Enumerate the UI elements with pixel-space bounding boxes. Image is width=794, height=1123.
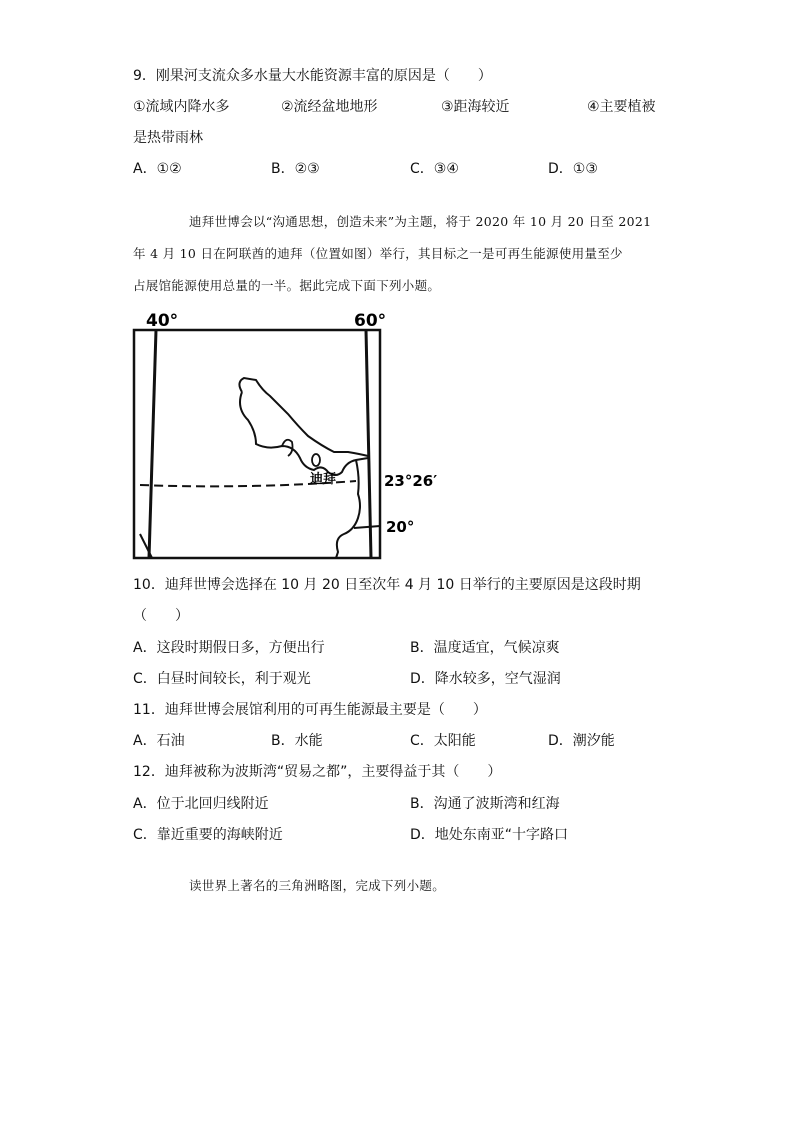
question-10-stem: 10．迪拜世博会选择在 10 月 20 日至次年 4 月 10 日举行的主要原因是这段时期 xyxy=(133,577,641,593)
lon-label-60: 60° xyxy=(354,311,387,331)
q9-option-c: C．③④ xyxy=(410,161,459,177)
q11-option-a: A．石油 xyxy=(133,733,185,749)
dubai-location-map xyxy=(132,308,438,564)
passage-1-line-3: 占展馆能源使用总量的一半。据此完成下面下列小题。 xyxy=(133,278,441,293)
passage-2-text: 读世界上著名的三角洲略图，完成下列小题。 xyxy=(189,878,446,893)
q12-option-b: B．沟通了波斯湾和红海 xyxy=(410,796,560,812)
q9-statement-1: ①流域内降水多 xyxy=(133,99,230,115)
question-11-stem: 11．迪拜世博会展馆利用的可再生能源最主要是（ ） xyxy=(133,702,487,718)
dubai-label: 迪拜 xyxy=(310,472,337,487)
question-9-stem: 9．刚果河支流众多水量大水能资源丰富的原因是（ ） xyxy=(133,68,492,84)
q11-option-b: B．水能 xyxy=(271,733,323,749)
q10-option-b: B．温度适宜，气候凉爽 xyxy=(410,640,560,656)
parallel-20 xyxy=(354,526,380,528)
q9-statement-2: ②流经盆地地形 xyxy=(281,99,378,115)
q9-statement-3: ③距海较近 xyxy=(441,99,510,115)
q11-option-c: C．太阳能 xyxy=(410,733,476,749)
passage-1-line-1: 迪拜世博会以“沟通思想，创造未来”为主题，将于 2020 年 10 月 20 日至 2021 xyxy=(189,214,652,229)
meridian-60 xyxy=(366,330,371,558)
question-12-stem: 12．迪拜被称为波斯湾“贸易之都”，主要得益于其（ ） xyxy=(133,764,502,780)
q11-option-d: D．潮汐能 xyxy=(548,733,615,749)
q12-option-d: D．地处东南亚“十字路口 xyxy=(410,827,569,843)
dubai-marker xyxy=(312,454,320,466)
q9-statement-continuation: 是热带雨林 xyxy=(133,130,203,146)
q9-option-a: A．①② xyxy=(133,161,182,177)
lon-label-40: 40° xyxy=(146,311,179,331)
q9-option-d: D．①③ xyxy=(548,161,598,177)
q10-option-d: D．降水较多，空气湿润 xyxy=(410,671,561,687)
passage-1-line-2: 年 4 月 10 日在阿联酋的迪拜（位置如图）举行，其目标之一是可再生能源使用量至少 xyxy=(133,246,623,261)
q9-option-b: B．②③ xyxy=(271,161,320,177)
question-10-blank: （ ） xyxy=(133,608,189,624)
meridian-40 xyxy=(149,330,156,558)
q10-option-a: A．这段时期假日多，方便出行 xyxy=(133,640,325,656)
lat-label-20: 20° xyxy=(386,518,415,536)
arabian-coastline xyxy=(240,392,368,475)
lat-label-tropic: 23°26′ xyxy=(384,472,438,490)
q12-option-a: A．位于北回归线附近 xyxy=(133,796,269,812)
q12-option-c: C．靠近重要的海峡附近 xyxy=(133,827,283,843)
q10-option-c: C．白昼时间较长，利于观光 xyxy=(133,671,311,687)
q9-statement-4: ④主要植被 xyxy=(587,99,656,115)
